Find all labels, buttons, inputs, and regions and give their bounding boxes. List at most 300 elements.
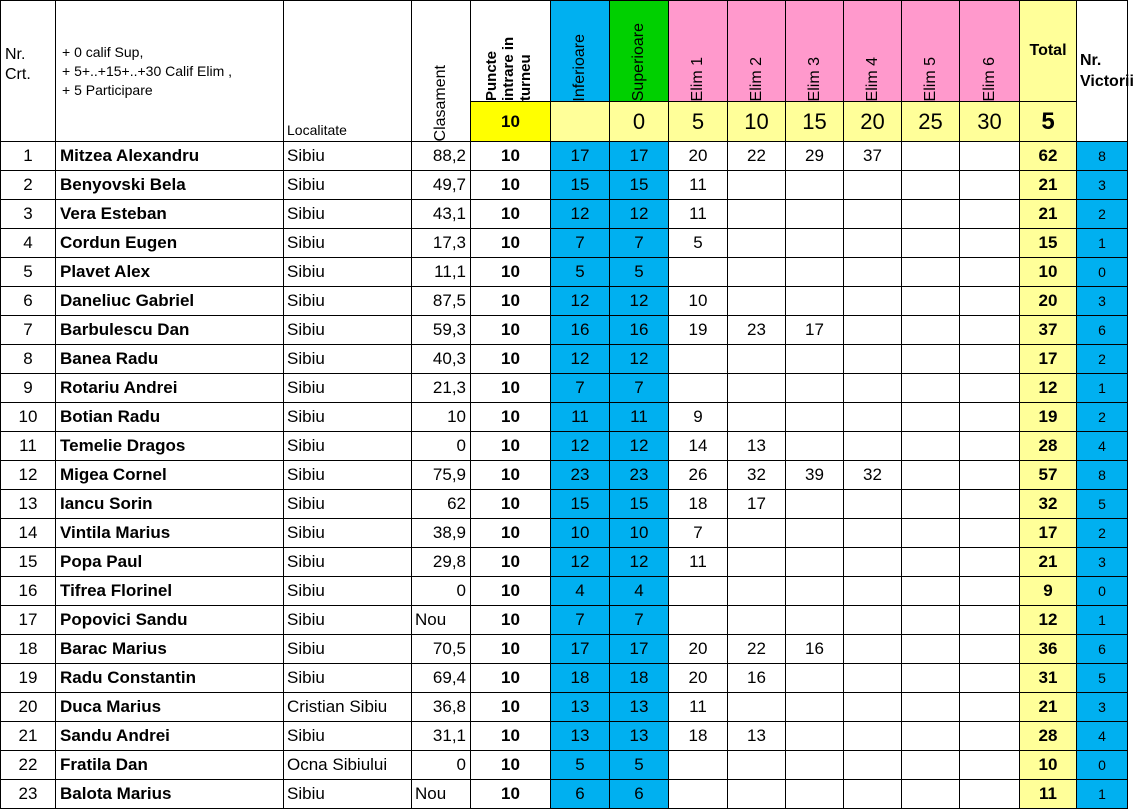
clasament-cell: 0 (412, 432, 471, 461)
points-elim1: 5 (669, 102, 728, 142)
elim6-cell (960, 403, 1020, 432)
row-nr-cell: 13 (1, 490, 56, 519)
player-name-cell: Barbulescu Dan (56, 316, 284, 345)
table-row (1, 171, 1128, 200)
superioare-cell: 12 (610, 287, 669, 316)
header-desc-line3: + 5 Participare (62, 81, 153, 98)
table-row (1, 316, 1128, 345)
inferioare-cell: 15 (551, 490, 610, 519)
row-nr-cell: 3 (1, 200, 56, 229)
header-superioare-label: Superioare (630, 23, 647, 102)
header-crt: Crt. (5, 66, 31, 83)
clasament-cell: 11,1 (412, 258, 471, 287)
header-elim6-label: Elim 6 (980, 56, 998, 102)
table-row (1, 751, 1128, 780)
elim4-cell (844, 403, 902, 432)
elim1-cell: 7 (669, 519, 728, 548)
elim1-cell (669, 606, 728, 635)
row-nr-cell: 12 (1, 461, 56, 490)
table-row (1, 780, 1128, 809)
elim3-cell (786, 577, 844, 606)
victorii-cell: 3 (1077, 693, 1128, 722)
elim4-cell (844, 519, 902, 548)
total-cell: 32 (1020, 490, 1077, 519)
elim1-cell: 20 (669, 142, 728, 171)
elim4-cell (844, 490, 902, 519)
table-row (1, 722, 1128, 751)
points-inferioare (551, 102, 610, 142)
elim3-cell (786, 751, 844, 780)
superioare-cell: 16 (610, 316, 669, 345)
elim6-cell (960, 577, 1020, 606)
row-nr-cell: 11 (1, 432, 56, 461)
victorii-cell: 6 (1077, 635, 1128, 664)
clasament-cell: 43,1 (412, 200, 471, 229)
localitate-cell: Sibiu (284, 664, 412, 693)
elim2-cell (728, 287, 786, 316)
total-cell: 12 (1020, 606, 1077, 635)
elim1-cell: 18 (669, 722, 728, 751)
elim5-cell (902, 519, 960, 548)
puncte-intrare-cell: 10 (471, 258, 551, 287)
elim5-cell (902, 548, 960, 577)
victorii-cell: 2 (1077, 345, 1128, 374)
player-name-cell: Temelie Dragos (56, 432, 284, 461)
player-name-cell: Banea Radu (56, 345, 284, 374)
superioare-cell: 6 (610, 780, 669, 809)
header-row (1, 1, 1128, 102)
points-elim6: 30 (960, 102, 1020, 142)
total-cell: 57 (1020, 461, 1077, 490)
puncte-intrare-cell: 10 (471, 548, 551, 577)
inferioare-cell: 13 (551, 693, 610, 722)
superioare-cell: 5 (610, 258, 669, 287)
inferioare-cell: 17 (551, 142, 610, 171)
header-elim3 (786, 1, 844, 102)
elim3-cell (786, 374, 844, 403)
elim1-cell: 11 (669, 548, 728, 577)
victorii-cell: 4 (1077, 432, 1128, 461)
elim5-cell (902, 200, 960, 229)
total-cell: 62 (1020, 142, 1077, 171)
clasament-cell: 29,8 (412, 548, 471, 577)
localitate-cell: Sibiu (284, 635, 412, 664)
clasament-cell: 49,7 (412, 171, 471, 200)
table-row (1, 606, 1128, 635)
elim2-cell (728, 780, 786, 809)
puncte-intrare-cell: 10 (471, 345, 551, 374)
total-cell: 28 (1020, 432, 1077, 461)
elim6-cell (960, 693, 1020, 722)
clasament-cell: Nou (412, 606, 471, 635)
elim5-cell (902, 722, 960, 751)
elim6-cell (960, 519, 1020, 548)
puncte-intrare-cell: 10 (471, 229, 551, 258)
puncte-intrare-cell: 10 (471, 664, 551, 693)
elim3-cell (786, 229, 844, 258)
elim4-cell (844, 258, 902, 287)
inferioare-cell: 6 (551, 780, 610, 809)
localitate-cell: Sibiu (284, 577, 412, 606)
elim4-cell (844, 606, 902, 635)
elim1-cell (669, 577, 728, 606)
player-name-cell: Duca Marius (56, 693, 284, 722)
table-row (1, 374, 1128, 403)
total-cell: 21 (1020, 200, 1077, 229)
localitate-cell: Sibiu (284, 780, 412, 809)
table-row (1, 461, 1128, 490)
superioare-cell: 7 (610, 374, 669, 403)
puncte-intrare-cell: 10 (471, 577, 551, 606)
elim2-cell (728, 200, 786, 229)
row-nr-cell: 22 (1, 751, 56, 780)
inferioare-cell: 12 (551, 200, 610, 229)
row-nr-cell: 18 (1, 635, 56, 664)
total-cell: 28 (1020, 722, 1077, 751)
player-name-cell: Daneliuc Gabriel (56, 287, 284, 316)
elim1-cell: 11 (669, 171, 728, 200)
localitate-cell: Sibiu (284, 432, 412, 461)
elim1-cell: 10 (669, 287, 728, 316)
inferioare-cell: 4 (551, 577, 610, 606)
localitate-cell: Sibiu (284, 606, 412, 635)
elim2-cell: 22 (728, 635, 786, 664)
header-elim4-label: Elim 4 (863, 56, 881, 102)
header-inferioare-label: Inferioare (571, 33, 588, 102)
elim6-cell (960, 229, 1020, 258)
points-total: 5 (1020, 102, 1077, 142)
elim3-cell: 39 (786, 461, 844, 490)
total-cell: 9 (1020, 577, 1077, 606)
player-name-cell: Rotariu Andrei (56, 374, 284, 403)
total-cell: 19 (1020, 403, 1077, 432)
elim4-cell (844, 751, 902, 780)
localitate-cell: Sibiu (284, 258, 412, 287)
elim1-cell: 20 (669, 635, 728, 664)
elim5-cell (902, 461, 960, 490)
header-puncte-label: Puncte intrare in turneu (482, 37, 534, 102)
localitate-cell: Sibiu (284, 722, 412, 751)
header-elim3-label: Elim 3 (805, 56, 823, 102)
elim4-cell (844, 577, 902, 606)
table-row (1, 229, 1128, 258)
clasament-cell: 69,4 (412, 664, 471, 693)
row-nr-cell: 8 (1, 345, 56, 374)
elim1-cell: 5 (669, 229, 728, 258)
puncte-intrare-cell: 10 (471, 287, 551, 316)
superioare-cell: 7 (610, 606, 669, 635)
table-row (1, 403, 1128, 432)
localitate-cell: Sibiu (284, 345, 412, 374)
elim3-cell (786, 722, 844, 751)
table-row (1, 693, 1128, 722)
header-elim6 (960, 1, 1020, 102)
table-row (1, 548, 1128, 577)
header-superioare (610, 1, 669, 102)
elim5-cell (902, 751, 960, 780)
elim5-cell (902, 345, 960, 374)
puncte-intrare-cell: 10 (471, 490, 551, 519)
elim4-cell: 32 (844, 461, 902, 490)
row-nr-cell: 5 (1, 258, 56, 287)
elim2-cell (728, 258, 786, 287)
superioare-cell: 13 (610, 693, 669, 722)
elim1-cell (669, 258, 728, 287)
elim3-cell (786, 606, 844, 635)
victorii-cell: 1 (1077, 229, 1128, 258)
total-cell: 21 (1020, 548, 1077, 577)
elim4-cell (844, 693, 902, 722)
elim5-cell (902, 403, 960, 432)
header-elim2 (728, 1, 786, 102)
elim3-cell (786, 258, 844, 287)
player-name-cell: Popa Paul (56, 548, 284, 577)
table-row (1, 577, 1128, 606)
inferioare-cell: 12 (551, 345, 610, 374)
victorii-cell: 2 (1077, 200, 1128, 229)
puncte-intrare-cell: 10 (471, 142, 551, 171)
localitate-cell: Sibiu (284, 142, 412, 171)
player-name-cell: Radu Constantin (56, 664, 284, 693)
elim3-cell (786, 490, 844, 519)
elim3-cell (786, 432, 844, 461)
row-nr-cell: 23 (1, 780, 56, 809)
header-description (56, 1, 284, 142)
row-nr-cell: 6 (1, 287, 56, 316)
superioare-cell: 4 (610, 577, 669, 606)
localitate-cell: Sibiu (284, 403, 412, 432)
total-cell: 20 (1020, 287, 1077, 316)
localitate-cell: Sibiu (284, 200, 412, 229)
points-elim2: 10 (728, 102, 786, 142)
puncte-intrare-cell: 10 (471, 519, 551, 548)
table-row (1, 432, 1128, 461)
total-cell: 21 (1020, 171, 1077, 200)
puncte-intrare-cell: 10 (471, 200, 551, 229)
localitate-cell: Sibiu (284, 519, 412, 548)
elim6-cell (960, 374, 1020, 403)
superioare-cell: 15 (610, 490, 669, 519)
table-row (1, 490, 1128, 519)
elim2-cell (728, 374, 786, 403)
player-name-cell: Botian Radu (56, 403, 284, 432)
clasament-cell: 88,2 (412, 142, 471, 171)
total-cell: 10 (1020, 751, 1077, 780)
elim2-cell: 17 (728, 490, 786, 519)
elim5-cell (902, 780, 960, 809)
elim1-cell: 20 (669, 664, 728, 693)
total-cell: 15 (1020, 229, 1077, 258)
elim6-cell (960, 635, 1020, 664)
total-cell: 10 (1020, 258, 1077, 287)
localitate-cell: Ocna Sibiului (284, 751, 412, 780)
elim4-cell (844, 316, 902, 345)
inferioare-cell: 7 (551, 229, 610, 258)
clasament-cell: 21,3 (412, 374, 471, 403)
elim1-cell: 14 (669, 432, 728, 461)
elim2-cell: 13 (728, 722, 786, 751)
elim6-cell (960, 345, 1020, 374)
table-row (1, 519, 1128, 548)
total-cell: 11 (1020, 780, 1077, 809)
puncte-intrare-cell: 10 (471, 751, 551, 780)
elim4-cell (844, 374, 902, 403)
localitate-cell: Cristian Sibiu (284, 693, 412, 722)
player-name-cell: Tifrea Florinel (56, 577, 284, 606)
superioare-cell: 12 (610, 200, 669, 229)
victorii-cell: 6 (1077, 316, 1128, 345)
clasament-cell: 0 (412, 577, 471, 606)
elim5-cell (902, 693, 960, 722)
elim4-cell (844, 780, 902, 809)
row-nr-cell: 20 (1, 693, 56, 722)
victorii-cell: 3 (1077, 548, 1128, 577)
superioare-cell: 13 (610, 722, 669, 751)
puncte-intrare-cell: 10 (471, 432, 551, 461)
header-elim1-label: Elim 1 (689, 56, 706, 102)
inferioare-cell: 16 (551, 316, 610, 345)
row-nr-cell: 17 (1, 606, 56, 635)
clasament-cell: 36,8 (412, 693, 471, 722)
superioare-cell: 15 (610, 171, 669, 200)
player-name-cell: Vintila Marius (56, 519, 284, 548)
elim3-cell (786, 780, 844, 809)
points-puncte: 10 (471, 102, 551, 142)
elim5-cell (902, 490, 960, 519)
victorii-cell: 2 (1077, 519, 1128, 548)
inferioare-cell: 7 (551, 606, 610, 635)
elim1-cell: 26 (669, 461, 728, 490)
elim5-cell (902, 374, 960, 403)
victorii-cell: 3 (1077, 171, 1128, 200)
header-elim2-label: Elim 2 (747, 56, 765, 102)
puncte-intrare-cell: 10 (471, 693, 551, 722)
elim4-cell (844, 664, 902, 693)
row-nr-cell: 21 (1, 722, 56, 751)
superioare-cell: 18 (610, 664, 669, 693)
header-clasament-label: Clasament (432, 64, 449, 141)
player-name-cell: Mitzea Alexandru (56, 142, 284, 171)
elim6-cell (960, 432, 1020, 461)
puncte-intrare-cell: 10 (471, 606, 551, 635)
row-nr-cell: 7 (1, 316, 56, 345)
elim1-cell: 19 (669, 316, 728, 345)
clasament-cell: 10 (412, 403, 471, 432)
header-victorii: Nr. Victorii (1077, 1, 1128, 142)
victorii-cell: 1 (1077, 374, 1128, 403)
elim2-cell: 32 (728, 461, 786, 490)
localitate-cell: Sibiu (284, 171, 412, 200)
elim2-cell (728, 345, 786, 374)
localitate-cell: Sibiu (284, 490, 412, 519)
row-nr-cell: 4 (1, 229, 56, 258)
clasament-cell: 62 (412, 490, 471, 519)
superioare-cell: 17 (610, 142, 669, 171)
row-nr-cell: 10 (1, 403, 56, 432)
elim3-cell (786, 693, 844, 722)
puncte-intrare-cell: 10 (471, 374, 551, 403)
header-elim5-label: Elim 5 (921, 56, 939, 102)
puncte-intrare-cell: 10 (471, 316, 551, 345)
superioare-cell: 12 (610, 432, 669, 461)
header-puncte (471, 1, 551, 102)
elim2-cell: 23 (728, 316, 786, 345)
elim2-cell: 13 (728, 432, 786, 461)
superioare-cell: 10 (610, 519, 669, 548)
elim6-cell (960, 664, 1020, 693)
elim3-cell (786, 345, 844, 374)
table-row (1, 142, 1128, 171)
victorii-cell: 0 (1077, 751, 1128, 780)
player-name-cell: Vera Esteban (56, 200, 284, 229)
inferioare-cell: 15 (551, 171, 610, 200)
table-row (1, 664, 1128, 693)
elim6-cell (960, 200, 1020, 229)
superioare-cell: 11 (610, 403, 669, 432)
clasament-cell: 31,1 (412, 722, 471, 751)
elim5-cell (902, 229, 960, 258)
elim4-cell (844, 548, 902, 577)
elim4-cell: 37 (844, 142, 902, 171)
total-cell: 37 (1020, 316, 1077, 345)
elim2-cell (728, 577, 786, 606)
superioare-cell: 12 (610, 345, 669, 374)
table-row (1, 287, 1128, 316)
elim1-cell (669, 751, 728, 780)
elim5-cell (902, 432, 960, 461)
elim4-cell (844, 722, 902, 751)
victorii-cell: 1 (1077, 780, 1128, 809)
elim5-cell (902, 142, 960, 171)
elim6-cell (960, 751, 1020, 780)
elim3-cell (786, 519, 844, 548)
victorii-cell: 4 (1077, 722, 1128, 751)
elim6-cell (960, 548, 1020, 577)
clasament-cell: 87,5 (412, 287, 471, 316)
player-name-cell: Iancu Sorin (56, 490, 284, 519)
header-inferioare (551, 1, 610, 102)
elim5-cell (902, 258, 960, 287)
header-nr: Nr. (5, 46, 26, 63)
player-name-cell: Benyovski Bela (56, 171, 284, 200)
elim5-cell (902, 635, 960, 664)
elim6-cell (960, 142, 1020, 171)
localitate-cell: Sibiu (284, 316, 412, 345)
points-elim3: 15 (786, 102, 844, 142)
inferioare-cell: 10 (551, 519, 610, 548)
player-name-cell: Cordun Eugen (56, 229, 284, 258)
puncte-intrare-cell: 10 (471, 780, 551, 809)
table-row (1, 635, 1128, 664)
inferioare-cell: 7 (551, 374, 610, 403)
clasament-cell: 70,5 (412, 635, 471, 664)
elim6-cell (960, 287, 1020, 316)
localitate-cell: Sibiu (284, 229, 412, 258)
inferioare-cell: 17 (551, 635, 610, 664)
player-name-cell: Barac Marius (56, 635, 284, 664)
row-nr-cell: 14 (1, 519, 56, 548)
player-name-cell: Plavet Alex (56, 258, 284, 287)
total-cell: 17 (1020, 345, 1077, 374)
elim2-cell: 22 (728, 142, 786, 171)
localitate-cell: Sibiu (284, 287, 412, 316)
elim3-cell: 17 (786, 316, 844, 345)
total-cell: 17 (1020, 519, 1077, 548)
clasament-cell: 40,3 (412, 345, 471, 374)
victorii-cell: 2 (1077, 403, 1128, 432)
row-nr-cell: 16 (1, 577, 56, 606)
elim4-cell (844, 432, 902, 461)
